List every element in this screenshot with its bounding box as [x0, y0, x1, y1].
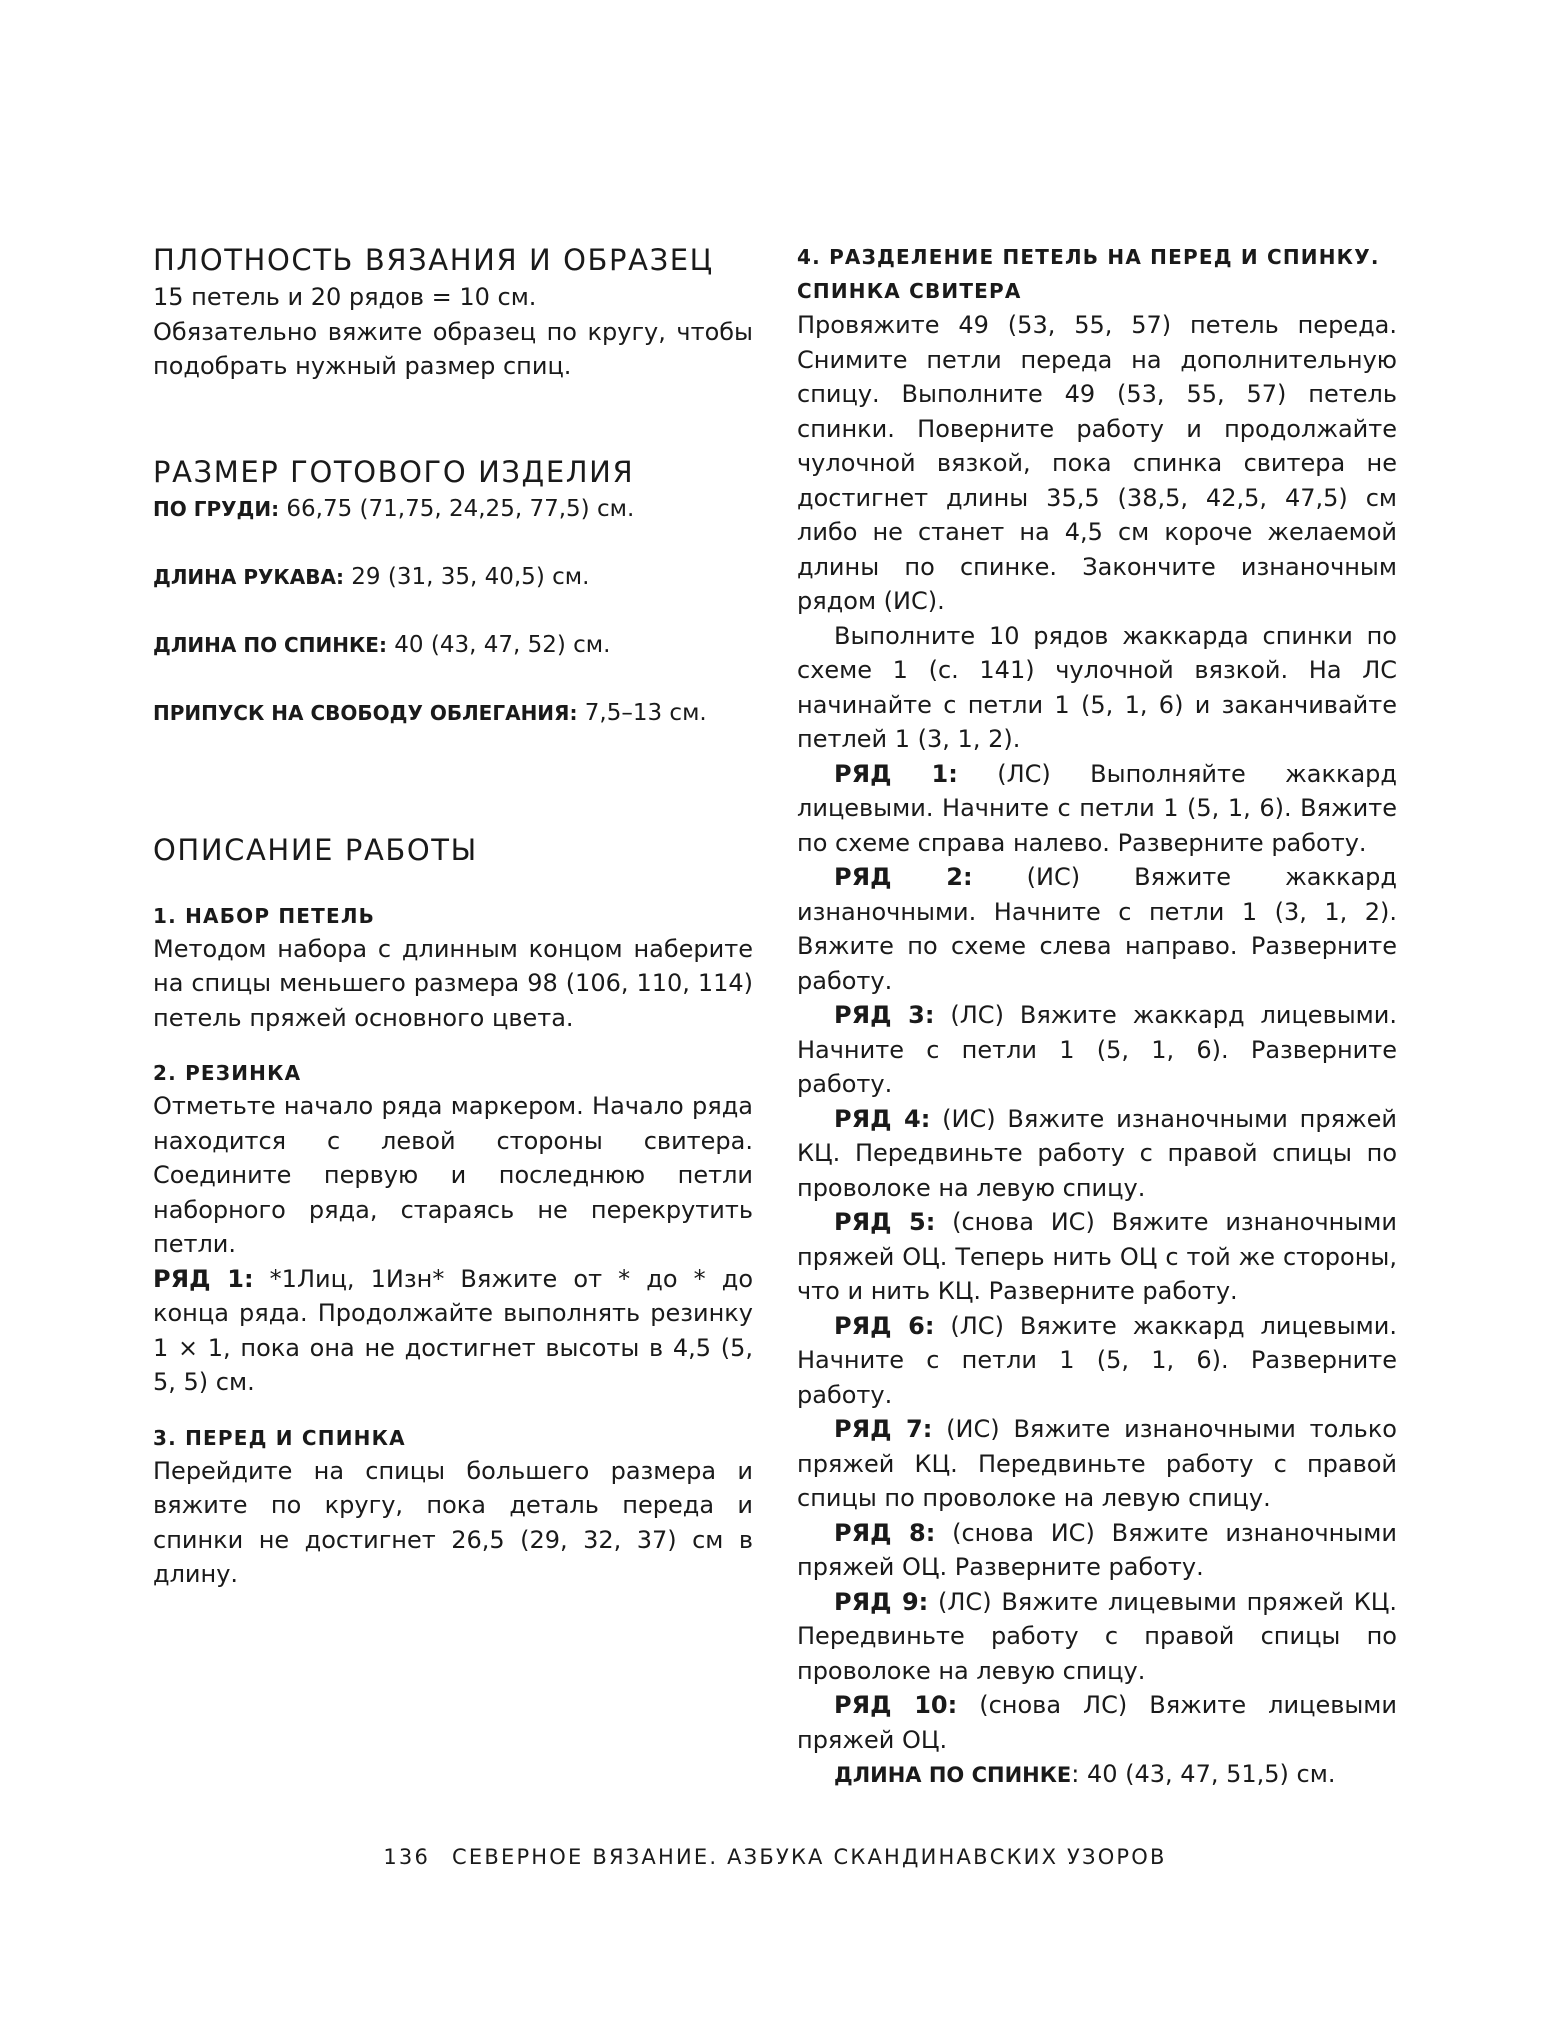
spec-ease	[153, 696, 753, 730]
size-heading: РАЗМЕР ГОТОВОГО ИЗДЕЛИЯ	[153, 454, 635, 489]
book-title: СЕВЕРНОЕ ВЯЗАНИЕ. АЗБУКА СКАНДИНАВСКИХ УЗОРОВ	[452, 1845, 1167, 1869]
section-2-text: Отметьте начало ряда маркером. Начало ряда находится с левой стороны свитера. Соедините первую и последнюю петли наборного ряда, стараясь не перекрутить петли.	[153, 1092, 753, 1258]
row-text: (ИС) Вяжите изнаночными пряжей КЦ. Передвиньте работу с правой спицы по проволоке на левую спицу.	[797, 1104, 1397, 1202]
row-text: (ЛС) Выполняйте жаккард лицевыми. Начните с петли 1 (5, 1, 6). Вяжите по схеме справа налево. Разверните работу.	[797, 759, 1397, 857]
row-label: РЯД 3:	[834, 1001, 935, 1029]
row-text: (ЛС) Вяжите лицевыми пряжей КЦ. Передвиньте работу с правой спицы по проволоке на левую спицу.	[797, 1587, 1397, 1685]
row-label: РЯД 7:	[834, 1415, 933, 1443]
row-label: РЯД 10:	[834, 1691, 958, 1719]
row-text: (снова ЛС) Вяжите лицевыми пряжей ОЦ.	[797, 1691, 1397, 1754]
spec-back-value: 40 (43, 47, 52) см.	[386, 631, 611, 658]
page-footer	[0, 1845, 1550, 1869]
spec-chest-value: 66,75 (71,75, 24,25, 77,5) см.	[279, 495, 635, 522]
gauge-line1: 15 петель и 20 рядов = 10 см.	[153, 283, 537, 311]
spec-ease-value: 7,5–13 см.	[577, 699, 707, 726]
row-item	[797, 757, 1397, 861]
section-1-title: 1. НАБОР ПЕТЕЛЬ	[153, 903, 376, 928]
row-item	[797, 1309, 1397, 1413]
section-2-title: 2. РЕЗИНКА	[153, 1061, 302, 1085]
row-item	[797, 1102, 1397, 1206]
spec-back-length	[153, 628, 753, 662]
row-text: (ЛС) Вяжите жаккард лицевыми. Начните с петли 1 (5, 1, 6). Разверните работу.	[797, 1311, 1397, 1409]
row-label: РЯД 2:	[834, 863, 973, 891]
section-3-text: Перейдите на спицы большего размера и вяжите по кругу, пока деталь переда и спинки не достигнет 26,5 (29, 32, 37) см в длину.	[153, 1456, 753, 1588]
page-number: 136	[383, 1845, 431, 1869]
row-label: РЯД 9:	[834, 1587, 929, 1616]
row-item	[797, 860, 1397, 998]
row-text: (снова ИС) Вяжите изнаночными пряжей ОЦ. Разверните работу.	[797, 1518, 1397, 1581]
row-item	[797, 1688, 1397, 1757]
row-item	[797, 1516, 1397, 1585]
gauge-line2: Обязательно вяжите образец по кругу, чтобы подобрать нужный размер спиц.	[153, 317, 753, 380]
row-item	[797, 1412, 1397, 1516]
gauge-heading: ПЛОТНОСТЬ ВЯЗАНИЯ И ОБРАЗЕЦ	[153, 243, 714, 277]
final-back-value: : 40 (43, 47, 51,5) см.	[1071, 1760, 1336, 1788]
description-heading: ОПИСАНИЕ РАБОТЫ	[153, 832, 478, 867]
section-4-title-line2: СПИНКА СВИТЕРА	[797, 279, 1022, 303]
row-label: РЯД 4:	[834, 1104, 931, 1133]
section-4-title-line1: 4. РАЗДЕЛЕНИЕ ПЕТЕЛЬ НА ПЕРЕД И СПИНКУ.	[797, 245, 1380, 269]
row-text: (ЛС) Вяжите жаккард лицевыми. Начните с петли 1 (5, 1, 6). Разверните работу.	[797, 1001, 1397, 1098]
spec-sleeve-label: ДЛИНА РУКАВА:	[153, 564, 344, 589]
spec-ease-label: ПРИПУСК НА СВОБОДУ ОБЛЕГАНИЯ:	[153, 700, 578, 725]
section-4-text: Провяжите 49 (53, 55, 57) петель переда. Снимите петли переда на дополнительную спицу. Выполните 49 (53, 55, 57) петель спинки. Поверните работу и продолжайте чулочной вязкой, пока спинка свитера не достигнет длины 35,5 (38,5, 42,5, 47,5) см либо не станет на 4,5 см короче желаемой длины по спинке. Закончите изнаночным рядом (ИС).	[797, 311, 1397, 615]
section-2-row-label: РЯД 1:	[153, 1264, 254, 1293]
final-back-length	[797, 1757, 1397, 1793]
right-column	[797, 240, 1397, 1793]
row-item	[797, 1585, 1397, 1689]
row-label: РЯД 8:	[834, 1518, 936, 1547]
row-label: РЯД 6:	[834, 1311, 935, 1340]
spec-chest-label: ПО ГРУДИ:	[153, 496, 280, 521]
row-list	[797, 757, 1397, 1758]
row-text: (ИС) Вяжите изнаночными только пряжей КЦ. Передвиньте работу с правой спицы по проволоке на левую спицу.	[797, 1415, 1397, 1512]
row-item	[797, 1205, 1397, 1309]
section-3-title: 3. ПЕРЕД И СПИНКА	[153, 1425, 406, 1450]
row-text: (ИС) Вяжите жаккард изнаночными. Начните с петли 1 (3, 1, 2). Вяжите по схеме слева направо. Разверните работу.	[797, 863, 1397, 995]
row-text: (снова ИС) Вяжите изнаночными пряжей ОЦ. Теперь нить ОЦ с той же стороны, что и нить КЦ. Разверните работу.	[797, 1208, 1397, 1305]
final-back-label: ДЛИНА ПО СПИНКЕ	[834, 1763, 1072, 1787]
jacquard-text: Выполните 10 рядов жаккарда спинки по схеме 1 (с. 141) чулочной вязкой. На ЛС начинайте с петли 1 (5, 1, 6) и заканчивайте петлей 1 (3, 1, 2).	[797, 621, 1397, 753]
section-1-text: Методом набора с длинным концом наберите на спицы меньшего размера 98 (106, 110, 114) петель пряжей основного цвета.	[153, 934, 753, 1032]
section-2-row	[153, 1262, 753, 1400]
section-2-row-text: *1Лиц, 1Изн* Вяжите от * до * до конца ряда. Продолжайте выполнять резинку 1 × 1, пока она не достигнет высоты в 4,5 (5, 5, 5) см.	[153, 1264, 753, 1396]
spec-sleeve	[153, 560, 753, 594]
row-label: РЯД 1:	[834, 759, 958, 788]
spec-back-label: ДЛИНА ПО СПИНКЕ:	[153, 632, 387, 657]
row-item	[797, 998, 1397, 1102]
spec-chest	[153, 492, 753, 526]
left-column	[153, 240, 753, 1592]
spec-sleeve-value: 29 (31, 35, 40,5) см.	[343, 563, 590, 590]
row-label: РЯД 5:	[834, 1208, 936, 1236]
